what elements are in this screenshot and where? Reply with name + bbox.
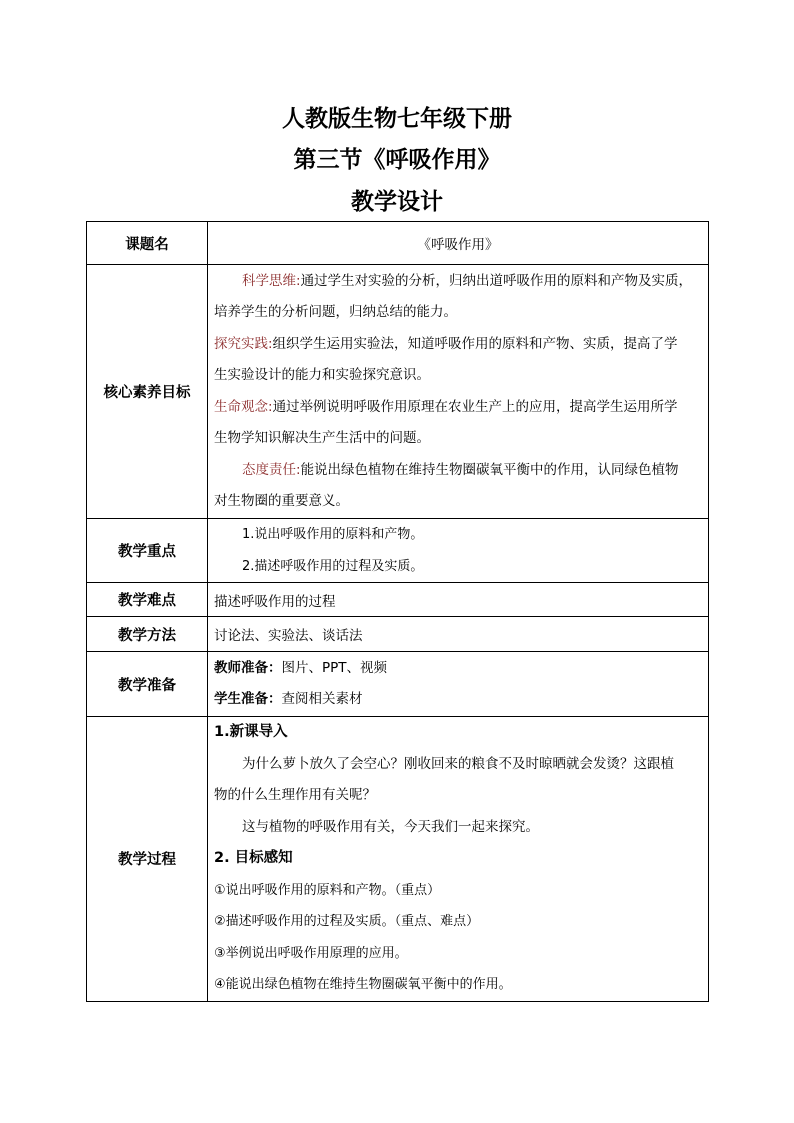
core-item-2-line2: 生实验设计的能力和实验探究意识。 [214, 367, 430, 383]
process-content [208, 717, 709, 1002]
key-point-1: 1.说出呼吸作用的原料和产物。 [242, 527, 424, 542]
method-label: 教学方法 [87, 617, 208, 652]
goal-2: ②描述呼吸作用的过程及实质。（重点、难点） [214, 914, 480, 929]
core-item-4-text: 能说出绿色植物在维持生物圈碳氧平衡中的作用，认同绿色植物 [300, 461, 679, 478]
process-section-1-title: 1.新课导入 [214, 724, 288, 740]
difficulty-label: 教学难点 [87, 583, 208, 617]
student-prep [214, 684, 702, 716]
goal-4: ④能说出绿色植物在维持生物圈碳氧平衡中的作用。 [214, 977, 512, 992]
core-item-2-text: 组织学生运用实验法，知道呼吸作用的原料和产物、实质，提高了学 [272, 335, 678, 352]
prep-label: 教学准备 [87, 652, 208, 717]
teacher-prep [214, 653, 702, 685]
core-label: 核心素养目标 [87, 265, 208, 519]
core-item-3-line2: 生物学知识解决生产生活中的问题。 [214, 430, 430, 446]
table-row-difficulty [87, 583, 709, 617]
topic-value: 《呼吸作用》 [208, 222, 709, 265]
key-points-label: 教学重点 [87, 519, 208, 583]
core-item-2-key: 探究实践: [214, 335, 273, 352]
core-item-4-key: 态度责任: [242, 461, 301, 478]
core-item-3-line1 [214, 392, 702, 424]
student-prep-key: 学生准备： [214, 691, 282, 707]
core-item-1-key: 科学思维: [242, 272, 301, 289]
prep-content [208, 652, 709, 717]
table-row-prep [87, 652, 709, 717]
core-item-4-line1 [214, 455, 702, 487]
table-row-key-points [87, 519, 709, 583]
core-content [208, 265, 709, 519]
goal-3: ③举例说出呼吸作用原理的应用。 [214, 945, 408, 961]
core-item-4-line2: 对生物圈的重要意义。 [214, 493, 349, 509]
core-item-3-key: 生命观念: [214, 398, 273, 415]
process-section-2-title: 2. 目标感知 [214, 850, 293, 866]
teacher-prep-key: 教师准备： [214, 659, 282, 676]
method-value: 讨论法、实验法、谈话法 [208, 617, 709, 652]
key-points-content [208, 519, 709, 583]
core-item-1-text: 通过学生对实验的分析，归纳出道呼吸作用的原料和产物及实质， [300, 272, 693, 289]
core-item-2-line1 [214, 329, 702, 361]
table-row-core [87, 265, 709, 519]
table-row-method [87, 617, 709, 652]
table-row-process [87, 717, 709, 1002]
core-item-1-line2: 培养学生的分析问题，归纳总结的能力。 [214, 304, 457, 320]
process-label: 教学过程 [87, 717, 208, 1002]
key-point-2: 2.描述呼吸作用的过程及实质。 [242, 558, 424, 574]
teacher-prep-value: 图片、PPT、视频 [281, 659, 388, 676]
goal-1: ①说出呼吸作用的原料和产物。（重点） [214, 882, 441, 898]
lesson-title: 第三节《呼吸作用》 [293, 147, 501, 173]
process-intro-para2: 这与植物的呼吸作用有关，今天我们一起来探究。 [242, 818, 539, 835]
process-intro-line2: 物的什么生理作用有关呢？ [214, 787, 376, 803]
lesson-plan-table [86, 221, 709, 1002]
difficulty-value: 描述呼吸作用的过程 [208, 583, 709, 617]
student-prep-value: 查阅相关素材 [281, 691, 363, 707]
topic-label: 课题名 [87, 222, 208, 265]
design-title: 教学设计 [351, 189, 443, 215]
core-item-3-text: 通过举例说明呼吸作用原理在农业生产上的应用，提高学生运用所学 [272, 398, 678, 415]
core-item-1-line1 [214, 266, 702, 298]
table-row-topic [87, 222, 709, 265]
document-title: 人教版生物七年级下册 [282, 106, 512, 132]
process-intro-line1: 为什么萝卜放久了会空心？刚收回来的粮食不及时晾晒就会发烫？这跟植 [242, 755, 674, 772]
